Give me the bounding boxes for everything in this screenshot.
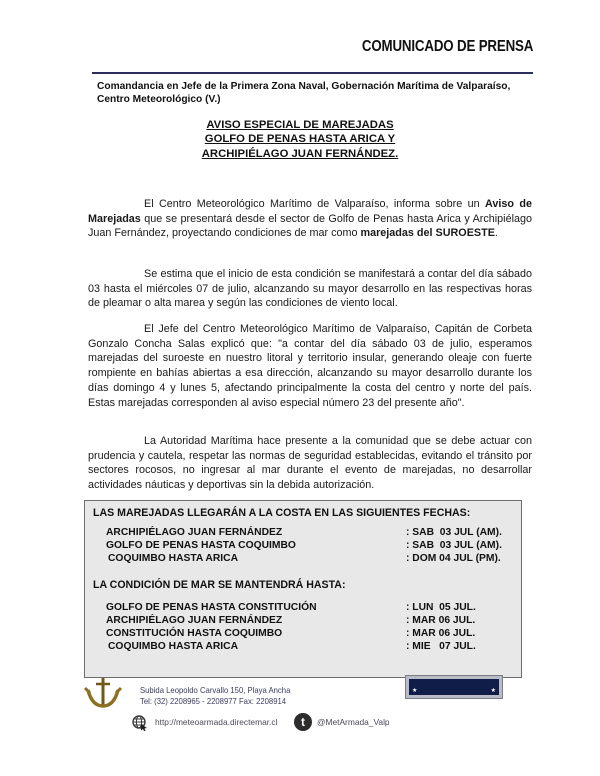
until-place: COQUIMBO HASTA ARICA: [108, 641, 239, 652]
globe-icon: [132, 715, 148, 731]
until-date: : MIE 07 JUL.: [406, 641, 476, 652]
until-date: : LUN 05 JUL.: [406, 602, 476, 613]
header-divider: [92, 72, 533, 74]
star-icon: ★: [412, 688, 418, 694]
website-link[interactable]: http://meteoarmada.directemar.cl: [155, 717, 278, 727]
p4-text: La Autoridad Marítima hace presente a la comunidad que se debe actuar con prudencia y cautela, respetar las normas de seguridad establecidas, evitando el tránsito por sectores rocosos, no ingresar al mar durante el evento de marejadas, no desarrollar actividades náuticas y deportivas sin la debida autorización.: [88, 435, 532, 492]
p1-text-e: .: [494, 227, 498, 240]
p3-text: El Jefe del Centro Meteorológico Marítimo de Valparaíso, Capitán de Corbeta Gonzalo Concha Salas explicó que: "a contar del día sábado 03 de julio, esperamos marejadas del suroeste en nuestro litoral y territorio insular, generando oleaje con fuerte rompiente en bahías abiertas a esa dirección, alcanzando su mayor desarrollo durante los días domingo 4 y lunes 5, afectando principalmente la costa del centro y norte del país. Estas marejadas corresponden al aviso especial número 23 del presente año".: [88, 323, 532, 409]
paragraph-2: [88, 267, 532, 311]
twitter-handle[interactable]: @MetArmada_Valp: [317, 717, 390, 727]
until-row: [106, 628, 516, 641]
headline: [150, 118, 450, 161]
headline-line-3: ARCHIPIÉLAGO JUAN FERNÁNDEZ.: [201, 147, 399, 160]
arrival-row: [106, 553, 516, 566]
navy-emblem: [406, 676, 502, 698]
p2-text: Se estima que el inicio de esta condición se manifestará a contar del día sábado 03 hasta el miércoles 07 de julio, alcanzando su mayor desarrollo en las respectivas horas de pleamar o alta marea y según las condiciones de viento local.: [88, 268, 532, 310]
arrival-row: [106, 540, 516, 553]
until-place: CONSTITUCIÓN HASTA COQUIMBO: [106, 628, 283, 639]
contact-info: [140, 685, 290, 707]
phone-fax: Tel: (32) 2208965 - 2208977 Fax: 2208914: [140, 696, 287, 706]
arrival-date: : SAB 03 JUL (AM).: [406, 527, 502, 538]
arrival-place: COQUIMBO HASTA ARICA: [108, 553, 239, 564]
paragraph-4: [88, 434, 532, 493]
star-icon: ★: [490, 688, 496, 694]
headline-line-1: AVISO ESPECIAL DE MAREJADAS: [206, 119, 394, 131]
document-type-title: COMUNICADO DE PRENSA: [361, 38, 533, 55]
address: Subida Leopoldo Carvallo 150, Playa Ancha: [140, 685, 291, 695]
issuing-organization: Comandancia en Jefe de la Primera Zona Naval, Gobernación Marítima de Valparaíso, Centro Meteorológico (V.): [97, 81, 511, 105]
arrival-place: ARCHIPIÉLAGO JUAN FERNÁNDEZ: [106, 527, 283, 538]
paragraph-3: [88, 322, 532, 410]
footer: [70, 678, 540, 738]
p1-text-c: que se presentará desde el sector de Golfo de Penas hasta Arica y Archipiélago Juan Fernández, proyectando condiciones de mar como: [88, 212, 532, 240]
until-row: [106, 602, 516, 615]
until-place: GOLFO DE PENAS HASTA CONSTITUCIÓN: [106, 602, 317, 613]
paragraph-1: [88, 197, 532, 241]
arrival-place: GOLFO DE PENAS HASTA COQUIMBO: [106, 540, 296, 551]
p1-bold-suroeste: marejadas del SUROESTE: [360, 227, 495, 240]
twitter-icon: t: [294, 713, 312, 731]
until-place: ARCHIPIÉLAGO JUAN FERNÁNDEZ: [106, 615, 283, 626]
until-row: [106, 615, 516, 628]
p1-text-a: El Centro Meteorológico Marítimo de Valparaíso, informa sobre un: [144, 198, 486, 210]
until-heading: LA CONDICIÓN DE MAR SE MANTENDRÁ HASTA:: [93, 579, 346, 591]
until-row: [106, 641, 516, 654]
arrival-date: : DOM 04 JUL (PM).: [406, 553, 501, 564]
p1-bold-aviso: Aviso de Marejadas: [88, 198, 532, 225]
until-date: : MAR 06 JUL.: [406, 628, 476, 639]
arrival-row: [106, 527, 516, 540]
anchor-icon: [84, 676, 122, 710]
arrival-date: : SAB 03 JUL (AM).: [406, 540, 502, 551]
dates-box: [84, 500, 522, 678]
arrival-heading: LAS MAREJADAS LLEGARÁN A LA COSTA EN LAS SIGUIENTES FECHAS:: [93, 507, 471, 519]
headline-line-2: GOLFO DE PENAS HASTA ARICA Y: [204, 133, 396, 146]
until-date: : MAR 06 JUL.: [406, 615, 476, 626]
